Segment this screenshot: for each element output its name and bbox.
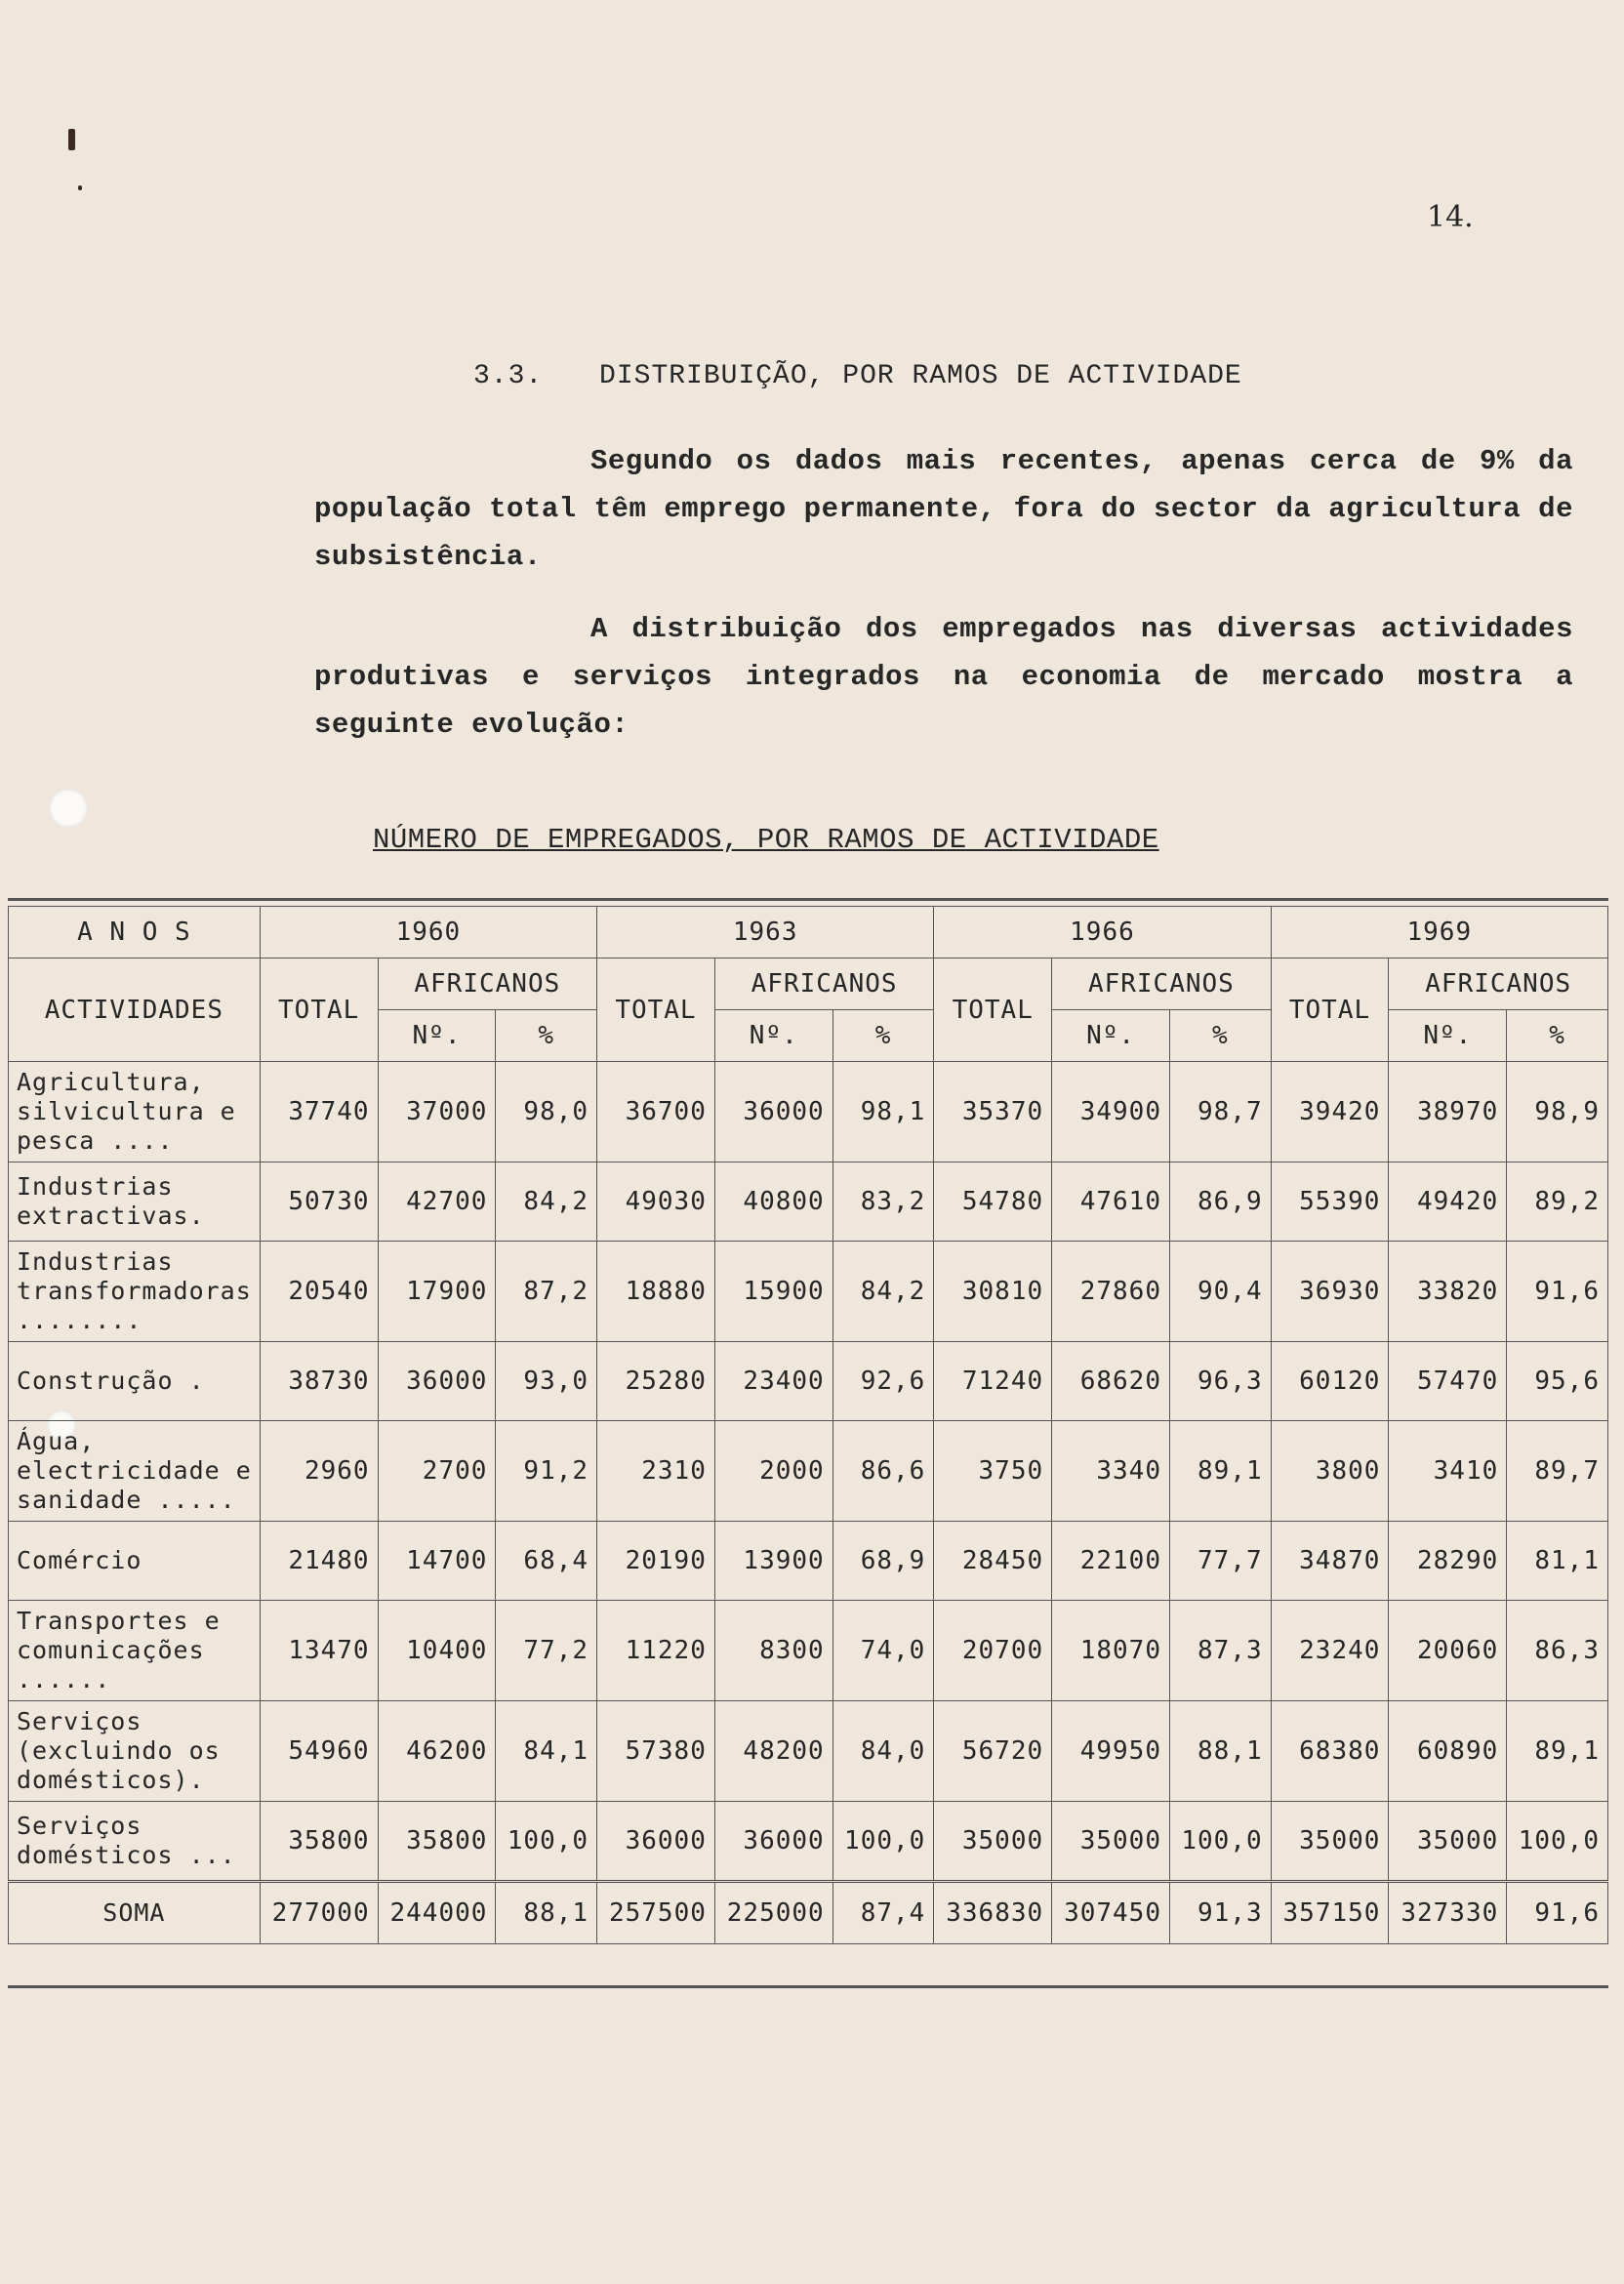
total-value: 35800 <box>260 1802 378 1882</box>
africanos-num-value: 2000 <box>714 1421 832 1522</box>
africanos-pct-value: 83,2 <box>832 1162 934 1242</box>
total-value: 23240 <box>1271 1601 1389 1701</box>
total-value: 71240 <box>934 1342 1052 1421</box>
num-header: Nº. <box>714 1010 832 1062</box>
total-value: 35000 <box>934 1802 1052 1882</box>
table-row <box>9 1701 1608 1802</box>
total-value: 357150 <box>1271 1882 1389 1944</box>
africanos-num-value: 35000 <box>1389 1802 1507 1882</box>
total-value: 56720 <box>934 1701 1052 1802</box>
paragraph-2 <box>314 605 1573 749</box>
africanos-header: AFRICANOS <box>1052 958 1271 1010</box>
total-value: 3750 <box>934 1421 1052 1522</box>
africanos-num-value: 28290 <box>1389 1522 1507 1601</box>
section-heading <box>473 361 1242 391</box>
total-header: TOTAL <box>1271 958 1389 1062</box>
total-value: 36700 <box>597 1062 715 1162</box>
year-header: 1960 <box>260 907 596 958</box>
africanos-num-value: 36000 <box>714 1062 832 1162</box>
africanos-pct-value: 86,9 <box>1169 1162 1271 1242</box>
table-row <box>9 1062 1608 1162</box>
paragraph-1 <box>314 437 1573 581</box>
activity-label: Construção . <box>9 1342 261 1421</box>
africanos-num-value: 49420 <box>1389 1162 1507 1242</box>
africanos-header: AFRICANOS <box>714 958 933 1010</box>
africanos-num-value: 35000 <box>1052 1802 1170 1882</box>
africanos-pct-value: 91,3 <box>1169 1882 1271 1944</box>
africanos-pct-value: 100,0 <box>1169 1802 1271 1882</box>
punch-hole-top <box>49 789 88 828</box>
total-value: 60120 <box>1271 1342 1389 1421</box>
total-value: 257500 <box>597 1882 715 1944</box>
table-row <box>9 1342 1608 1421</box>
africanos-num-value: 60890 <box>1389 1701 1507 1802</box>
pct-header: % <box>832 1010 934 1062</box>
africanos-num-value: 49950 <box>1052 1701 1170 1802</box>
section-number: 3.3. <box>473 361 544 391</box>
africanos-num-value: 37000 <box>378 1062 496 1162</box>
total-value: 28450 <box>934 1522 1052 1601</box>
africanos-pct-value: 92,6 <box>832 1342 934 1421</box>
africanos-num-value: 20060 <box>1389 1601 1507 1701</box>
table-title: NÚMERO DE EMPREGADOS, POR RAMOS DE ACTIVIDADE <box>373 824 1159 856</box>
table-row <box>9 1522 1608 1601</box>
africanos-pct-value: 84,0 <box>832 1701 934 1802</box>
africanos-num-value: 10400 <box>378 1601 496 1701</box>
total-value: 13470 <box>260 1601 378 1701</box>
num-header: Nº. <box>1389 1010 1507 1062</box>
total-value: 54960 <box>260 1701 378 1802</box>
total-value: 3800 <box>1271 1421 1389 1522</box>
num-header: Nº. <box>1052 1010 1170 1062</box>
total-value: 57380 <box>597 1701 715 1802</box>
africanos-num-value: 68620 <box>1052 1342 1170 1421</box>
africanos-pct-value: 100,0 <box>1507 1802 1608 1882</box>
total-value: 35000 <box>1271 1802 1389 1882</box>
table-body <box>9 1062 1608 1944</box>
africanos-num-value: 2700 <box>378 1421 496 1522</box>
activity-label: Industrias transformadoras ........ <box>9 1242 261 1342</box>
total-value: 18880 <box>597 1242 715 1342</box>
pct-header: % <box>1507 1010 1608 1062</box>
africanos-pct-value: 87,2 <box>496 1242 597 1342</box>
africanos-pct-value: 81,1 <box>1507 1522 1608 1601</box>
activity-label: Serviços (excluindo os domésticos). <box>9 1701 261 1802</box>
total-value: 36000 <box>597 1802 715 1882</box>
total-value: 21480 <box>260 1522 378 1601</box>
africanos-pct-value: 89,1 <box>1507 1701 1608 1802</box>
total-value: 2310 <box>597 1421 715 1522</box>
activity-label: Industrias extractivas. <box>9 1162 261 1242</box>
africanos-pct-value: 87,3 <box>1169 1601 1271 1701</box>
total-value: 20540 <box>260 1242 378 1342</box>
africanos-pct-value: 84,2 <box>832 1242 934 1342</box>
pct-header: % <box>496 1010 597 1062</box>
africanos-header: AFRICANOS <box>1389 958 1608 1010</box>
africanos-num-value: 34900 <box>1052 1062 1170 1162</box>
africanos-num-value: 22100 <box>1052 1522 1170 1601</box>
africanos-pct-value: 86,6 <box>832 1421 934 1522</box>
africanos-pct-value: 89,7 <box>1507 1421 1608 1522</box>
total-value: 11220 <box>597 1601 715 1701</box>
africanos-num-value: 38970 <box>1389 1062 1507 1162</box>
africanos-num-value: 14700 <box>378 1522 496 1601</box>
africanos-num-value: 307450 <box>1052 1882 1170 1944</box>
africanos-num-value: 23400 <box>714 1342 832 1421</box>
africanos-num-value: 36000 <box>714 1802 832 1882</box>
num-header: Nº. <box>378 1010 496 1062</box>
africanos-pct-value: 100,0 <box>832 1802 934 1882</box>
africanos-pct-value: 93,0 <box>496 1342 597 1421</box>
year-header: 1969 <box>1271 907 1607 958</box>
total-value: 336830 <box>934 1882 1052 1944</box>
total-value: 277000 <box>260 1882 378 1944</box>
total-value: 36930 <box>1271 1242 1389 1342</box>
activity-label: Serviços domésticos ... <box>9 1802 261 1882</box>
total-value: 25280 <box>597 1342 715 1421</box>
africanos-pct-value: 87,4 <box>832 1882 934 1944</box>
africanos-num-value: 35800 <box>378 1802 496 1882</box>
year-header: 1963 <box>597 907 934 958</box>
africanos-pct-value: 74,0 <box>832 1601 934 1701</box>
table-row <box>9 1421 1608 1522</box>
africanos-pct-value: 98,0 <box>496 1062 597 1162</box>
africanos-num-value: 15900 <box>714 1242 832 1342</box>
africanos-num-value: 244000 <box>378 1882 496 1944</box>
total-value: 20700 <box>934 1601 1052 1701</box>
africanos-pct-value: 77,7 <box>1169 1522 1271 1601</box>
paragraph-text: Segundo os dados mais recentes, apenas cerca de 9% da população total têm emprego permanente, fora do sector da agricultura de subsistência. <box>314 445 1573 573</box>
africanos-pct-value: 98,7 <box>1169 1062 1271 1162</box>
group-header-row <box>9 958 1608 1010</box>
activity-label: Transportes e comunicações ...... <box>9 1601 261 1701</box>
employment-table <box>8 906 1608 1944</box>
table-row <box>9 1242 1608 1342</box>
year-header: 1966 <box>934 907 1271 958</box>
africanos-pct-value: 68,4 <box>496 1522 597 1601</box>
africanos-num-value: 42700 <box>378 1162 496 1242</box>
africanos-pct-value: 100,0 <box>496 1802 597 1882</box>
ink-mark <box>68 129 75 150</box>
africanos-num-value: 13900 <box>714 1522 832 1601</box>
total-value: 54780 <box>934 1162 1052 1242</box>
africanos-num-value: 40800 <box>714 1162 832 1242</box>
africanos-pct-value: 84,1 <box>496 1701 597 1802</box>
total-value: 39420 <box>1271 1062 1389 1162</box>
total-value: 35370 <box>934 1062 1052 1162</box>
activity-label: Comércio <box>9 1522 261 1601</box>
africanos-num-value: 48200 <box>714 1701 832 1802</box>
total-value: 68380 <box>1271 1701 1389 1802</box>
africanos-num-value: 327330 <box>1389 1882 1507 1944</box>
table-row <box>9 1601 1608 1701</box>
africanos-header: AFRICANOS <box>378 958 596 1010</box>
total-value: 38730 <box>260 1342 378 1421</box>
africanos-pct-value: 86,3 <box>1507 1601 1608 1701</box>
africanos-pct-value: 98,9 <box>1507 1062 1608 1162</box>
africanos-pct-value: 91,6 <box>1507 1242 1608 1342</box>
africanos-num-value: 3410 <box>1389 1421 1507 1522</box>
table-row <box>9 1162 1608 1242</box>
africanos-pct-value: 88,1 <box>1169 1701 1271 1802</box>
total-value: 30810 <box>934 1242 1052 1342</box>
africanos-num-value: 36000 <box>378 1342 496 1421</box>
africanos-pct-value: 89,2 <box>1507 1162 1608 1242</box>
paragraph-text: A distribuição dos empregados nas diversas actividades produtivas e serviços integrados na economia de mercado mostra a seguinte evolução: <box>314 613 1573 741</box>
page-number: 14. <box>1427 200 1474 234</box>
africanos-num-value: 17900 <box>378 1242 496 1342</box>
africanos-num-value: 8300 <box>714 1601 832 1701</box>
soma-label: SOMA <box>9 1882 261 1944</box>
africanos-num-value: 3340 <box>1052 1421 1170 1522</box>
total-header: TOTAL <box>934 958 1052 1062</box>
africanos-num-value: 27860 <box>1052 1242 1170 1342</box>
activity-label: Água, electricidade e sanidade ..... <box>9 1421 261 1522</box>
total-value: 20190 <box>597 1522 715 1601</box>
africanos-num-value: 18070 <box>1052 1601 1170 1701</box>
table-bottom-rule <box>8 1985 1608 1988</box>
table-row <box>9 1802 1608 1882</box>
africanos-pct-value: 91,6 <box>1507 1882 1608 1944</box>
africanos-num-value: 46200 <box>378 1701 496 1802</box>
africanos-pct-value: 89,1 <box>1169 1421 1271 1522</box>
total-value: 34870 <box>1271 1522 1389 1601</box>
years-header-row <box>9 907 1608 958</box>
africanos-pct-value: 95,6 <box>1507 1342 1608 1421</box>
africanos-pct-value: 88,1 <box>496 1882 597 1944</box>
africanos-num-value: 47610 <box>1052 1162 1170 1242</box>
pct-header: % <box>1169 1010 1271 1062</box>
africanos-num-value: 225000 <box>714 1882 832 1944</box>
total-value: 50730 <box>260 1162 378 1242</box>
africanos-pct-value: 96,3 <box>1169 1342 1271 1421</box>
actividades-header: ACTIVIDADES <box>9 958 261 1062</box>
africanos-pct-value: 90,4 <box>1169 1242 1271 1342</box>
africanos-pct-value: 98,1 <box>832 1062 934 1162</box>
anos-header: A N O S <box>9 907 261 958</box>
africanos-pct-value: 77,2 <box>496 1601 597 1701</box>
activity-label: Agricultura, silvicultura e pesca .... <box>9 1062 261 1162</box>
table-top-rule <box>8 898 1608 901</box>
total-row <box>9 1882 1608 1944</box>
africanos-num-value: 33820 <box>1389 1242 1507 1342</box>
africanos-num-value: 57470 <box>1389 1342 1507 1421</box>
total-value: 55390 <box>1271 1162 1389 1242</box>
total-header: TOTAL <box>597 958 715 1062</box>
section-title: DISTRIBUIÇÃO, POR RAMOS DE ACTIVIDADE <box>599 361 1242 391</box>
africanos-pct-value: 68,9 <box>832 1522 934 1601</box>
africanos-pct-value: 84,2 <box>496 1162 597 1242</box>
ink-mark-small <box>78 185 82 190</box>
total-value: 37740 <box>260 1062 378 1162</box>
total-header: TOTAL <box>260 958 378 1062</box>
africanos-pct-value: 91,2 <box>496 1421 597 1522</box>
total-value: 49030 <box>597 1162 715 1242</box>
total-value: 2960 <box>260 1421 378 1522</box>
